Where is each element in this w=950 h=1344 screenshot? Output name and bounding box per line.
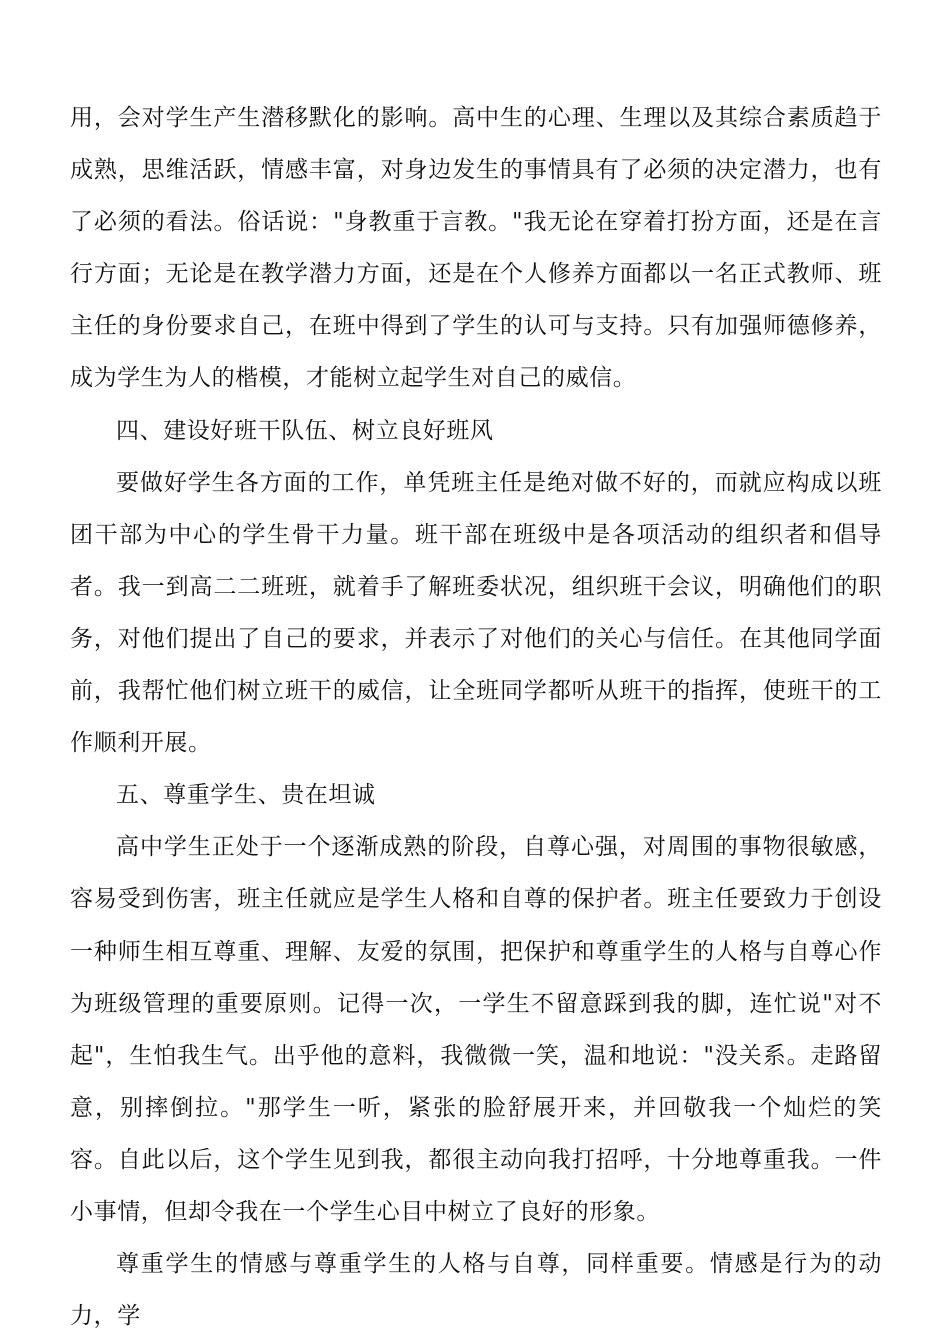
paragraph-respect-students: 高中学生正处于一个逐渐成熟的阶段，自尊心强，对周围的事物很敏感，容易受到伤害，班主任就应是学生人格和自尊的保护者。班主任要致力于创设一种师生相互尊重、理解、友爱的氛围，把保护和尊重学生的人格与自尊心作为班级管理的重要原则。记得一次，一学生不留意踩到我的脚，连忙说"对不起"，生怕我生气。出乎他的意料，我微微一笑，温和地说："没关系。走路留意，别摔倒拉。"那学生一听，紧张的脸舒展开来，并回敬我一个灿烂的笑容。自此以后，这个学生见到我，都很主动向我打招呼，十分地尊重我。一件小事情，但却令我在一个学生心目中树立了良好的形象。 <box>70 834 882 1225</box>
paragraph-respect-emotions: 尊重学生的情感与尊重学生的人格与自尊，同样重要。情感是行为的动力，学 <box>70 1251 882 1330</box>
section-heading-5: 五、尊重学生、贵在坦诚 <box>116 782 376 809</box>
section-heading-4: 四、建设好班干队伍、树立良好班风 <box>116 417 494 444</box>
paragraph-continued: 用，会对学生产生潜移默化的影响。高中生的心理、生理以及其综合素质趋于成熟，思维活跃，情感丰富，对身边发生的事情具有了必须的决定潜力，也有了必须的看法。俗话说："身教重于言教。"我无论在穿着打扮方面，还是在言行方面；无论是在教学潜力方面，还是在个人修养方面都以一名正式教师、班主任的身份要求自己，在班中得到了学生的认可与支持。只有加强师德修养，成为学生为人的楷模，才能树立起学生对自己的威信。 <box>70 105 882 392</box>
paragraph-class-cadres: 要做好学生各方面的工作，单凭班主任是绝对做不好的，而就应构成以班团干部为中心的学生骨干力量。班干部在班级中是各项活动的组织者和倡导者。我一到高二二班班，就着手了解班委状况，组织班干会议，明确他们的职务，对他们提出了自己的要求，并表示了对他们的关心与信任。在其他同学面前，我帮忙他们树立班干的威信，让全班同学都听从班干的指挥，使班干的工作顺利开展。 <box>70 469 882 757</box>
document-body <box>70 92 882 1342</box>
